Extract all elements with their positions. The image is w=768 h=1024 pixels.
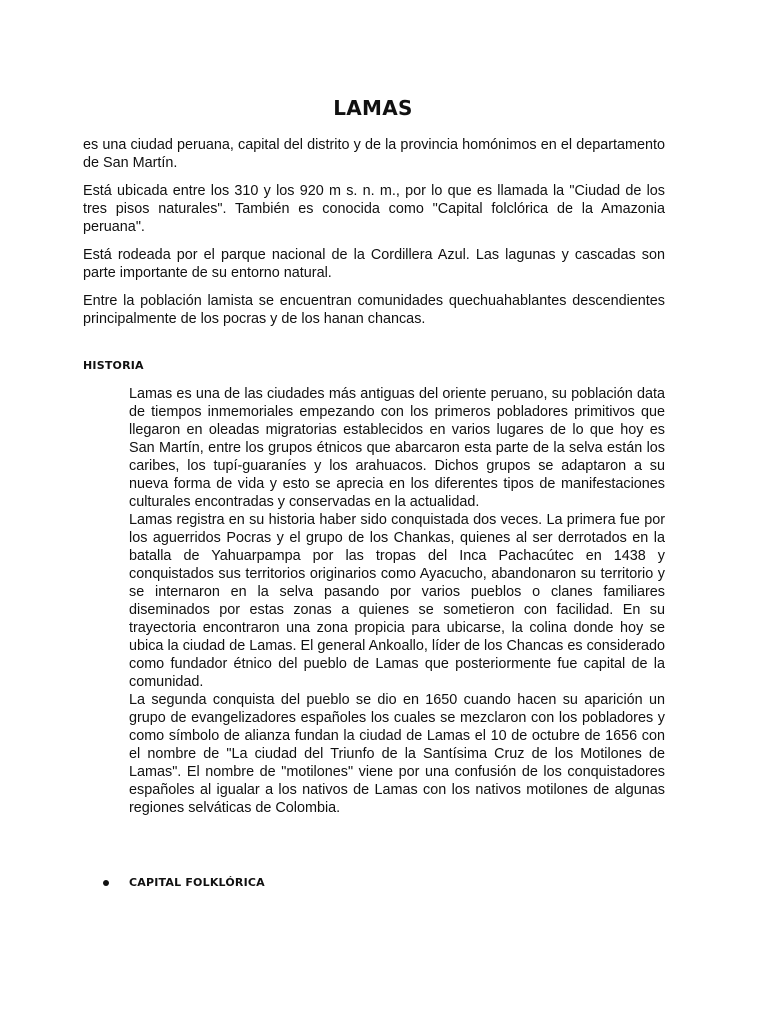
history-section xyxy=(129,385,665,817)
bullet-heading: CAPITAL FOLKLÓRICA xyxy=(129,876,265,889)
page-title: LAMAS xyxy=(333,96,413,120)
intro-section xyxy=(83,136,665,338)
bullet-icon xyxy=(103,880,109,886)
intro-paragraph: Está rodeada por el parque nacional de la Cordillera Azul. Las lagunas y cascadas son parte importante de su entorno natural. xyxy=(83,247,665,281)
intro-paragraph: es una ciudad peruana, capital del distrito y de la provincia homónimos en el departamento de San Martín. xyxy=(83,137,665,171)
intro-paragraph: Está ubicada entre los 310 y los 920 m s. n. m., por lo que es llamada la "Ciudad de los tres pisos naturales". También es conocida como "Capital folclórica de la Amazonia peruana". xyxy=(83,183,665,235)
bullet-item xyxy=(103,876,265,889)
history-paragraph: Lamas es una de las ciudades más antiguas del oriente peruano, su población data de tiempos inmemoriales empezando con los primeros pobladores primitivos que llegaron en oleadas migratorias establecidos en varios lugares de lo que hoy es San Martín, entre los grupos étnicos que abarcaron esta parte de la selva están los caribes, los tupí-guaraníes y los arahuacos. Dichos grupos se adaptaron a su nueva forma de vida y esto se aprecia en los diferentes tipos de manifestaciones culturales encontradas y conservadas en la actualidad. xyxy=(129,386,665,510)
intro-paragraph: Entre la población lamista se encuentran comunidades quechuahablantes descendientes principalmente de los pocras y de los hanan chancas. xyxy=(83,293,665,327)
history-paragraph: La segunda conquista del pueblo se dio en 1650 cuando hacen su aparición un grupo de evangelizadores españoles los cuales se mezclaron con los pobladores y como símbolo de alianza fundan la ciudad de Lamas el 10 de octubre de 1656 con el nombre de "La ciudad del Triunfo de la Santísima Cruz de los Motilones de Lamas". El nombre de "motilones" viene por una confusión de los conquistadores españoles al igualar a los nativos de Lamas con los nativos motilones de algunas regiones selváticas de Colombia. xyxy=(129,692,665,816)
history-heading: HISTORIA xyxy=(83,359,144,372)
history-paragraph: Lamas registra en su historia haber sido conquistada dos veces. La primera fue por los aguerridos Pocras y el grupo de los Chankas, quienes al ser derrotados en la batalla de Yahuarpampa por las tropas del Inca Pachacútec en 1438 y conquistados sus territorios originarios como Ayacucho, abandonaron su territorio y se internaron en la selva pasando por varios pueblos o clanes familiares diseminados por estas zonas a quienes se sometieron con facilidad. En su trayectoria encontraron una zona propicia para ubicarse, la colina donde hoy se ubica la ciudad de Lamas. El general Ankoallo, líder de los Chancas es considerado como fundador étnico del pueblo de Lamas que posteriormente fue capital de la comunidad. xyxy=(129,512,665,690)
